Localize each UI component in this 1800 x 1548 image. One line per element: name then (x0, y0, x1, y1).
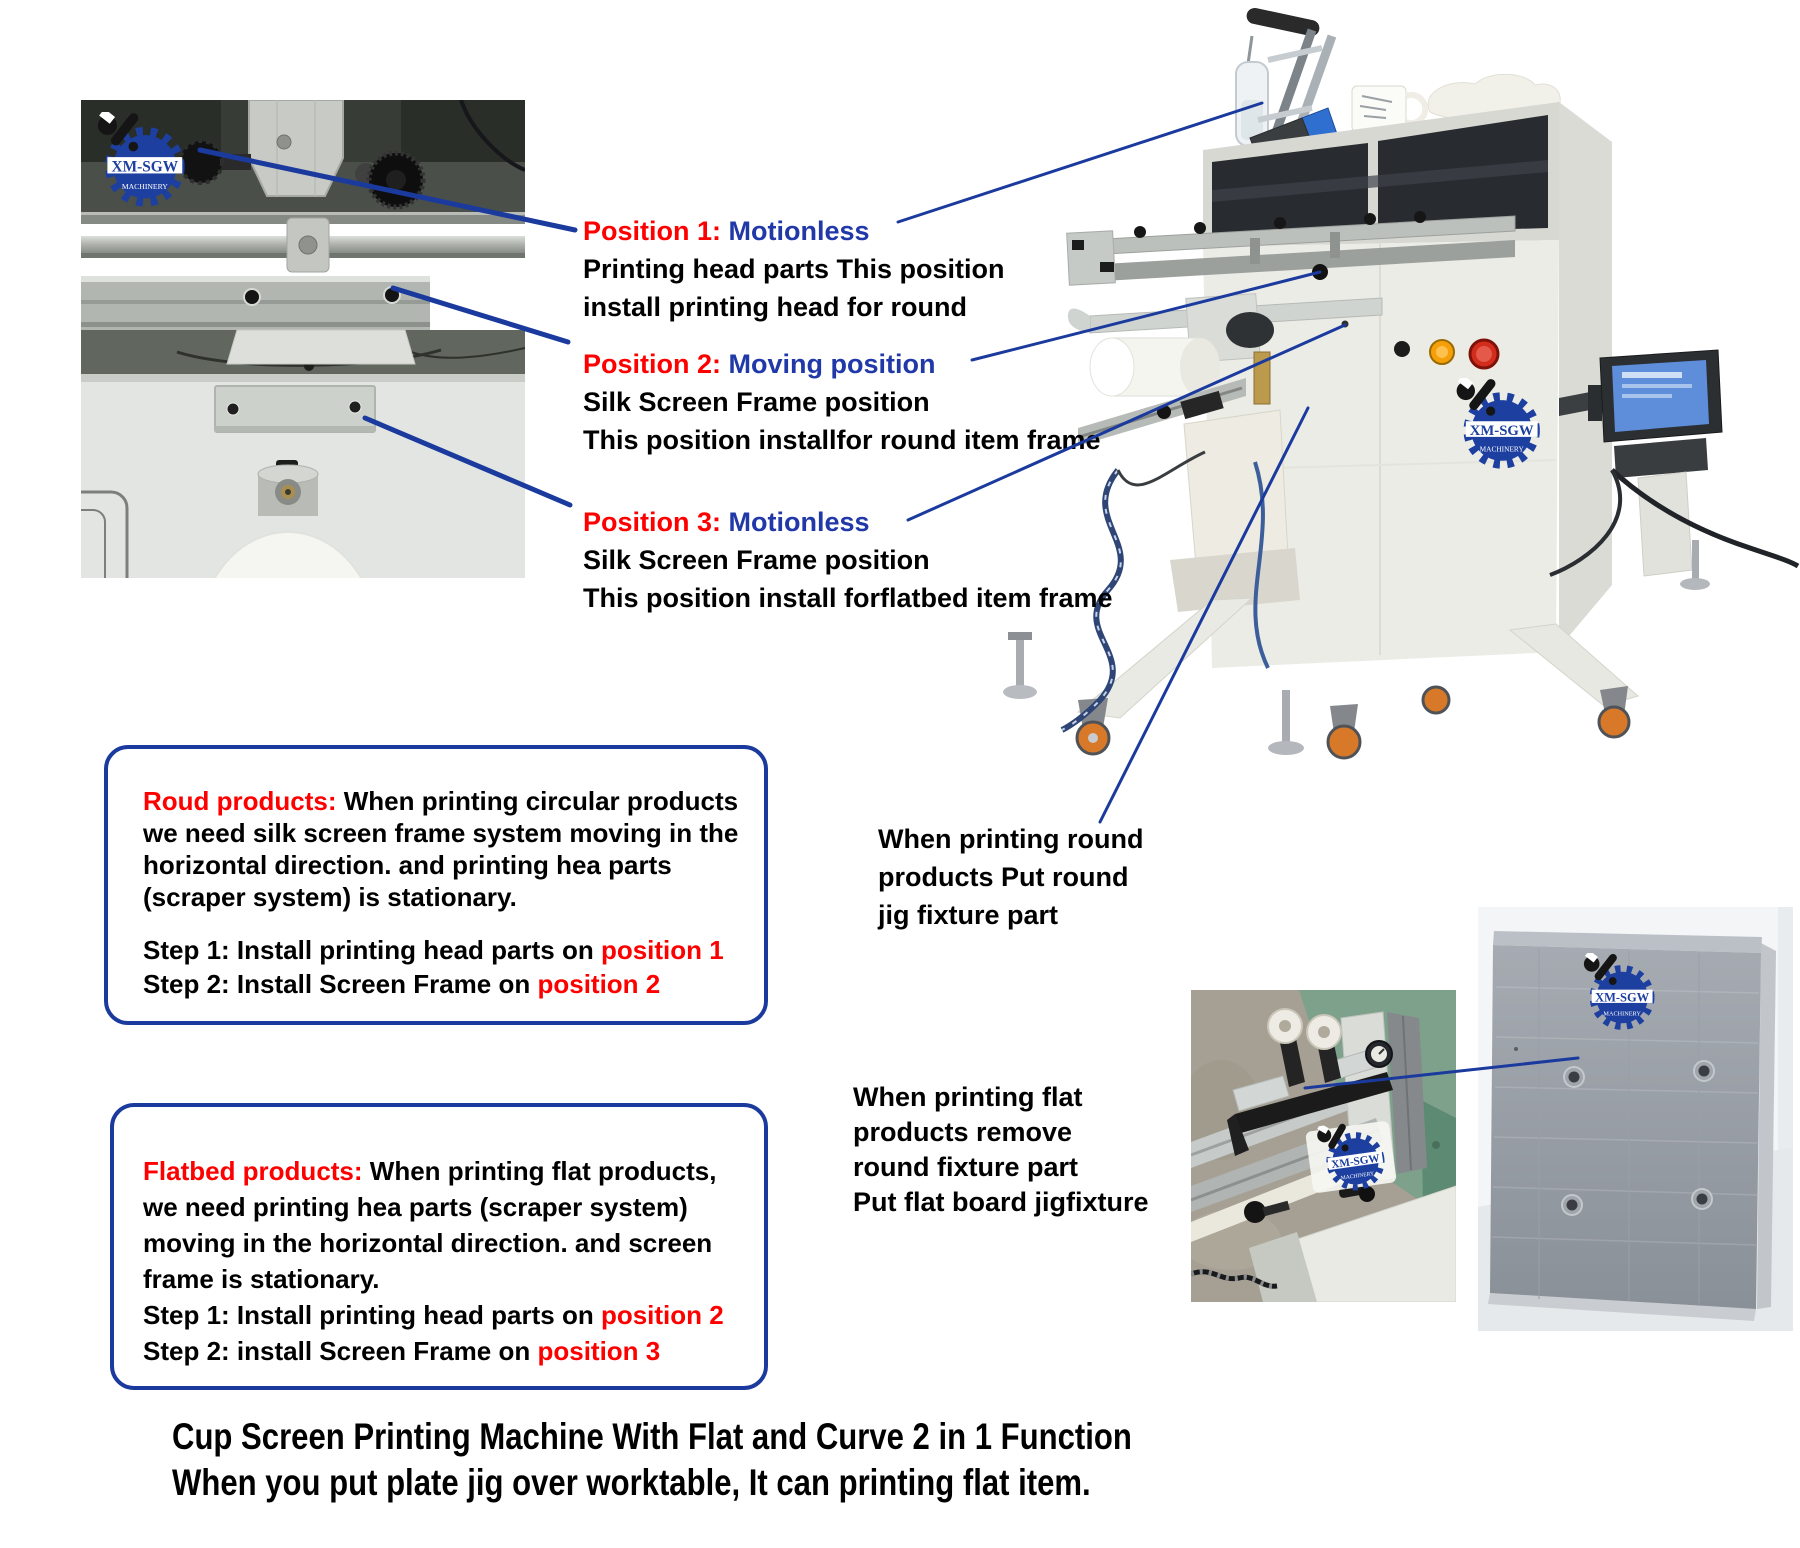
callout-line: This position install forflatbed item frame (583, 583, 1113, 613)
position-label: Position 1: (583, 216, 722, 246)
callout-line: This position installfor round item frame (583, 425, 1101, 455)
box-title: Roud products: (143, 786, 337, 816)
box-text-line: we need printing hea parts (scraper system) (143, 1192, 688, 1222)
step-target: position 1 (600, 935, 724, 965)
box-text-line: frame is stationary. (143, 1264, 380, 1294)
box-text-line: we need silk screen frame system moving in the (143, 818, 739, 848)
callout-heading (583, 345, 1101, 383)
callout-line: install printing head for round (583, 292, 967, 322)
callout-position-3 (583, 503, 1113, 617)
position-status: Motionless (728, 216, 870, 246)
instructions-box-round-products: Roud products: When printing circular products we need silk screen frame system moving in the horizontal direction. and printing hea parts (scraper system) is stationary. Step 1: Install printing head parts on position 1 Step 2: Install Screen Frame on position 2 (104, 745, 768, 1025)
step-target: position 3 (537, 1336, 661, 1366)
footer-line-2: When you put plate jig over worktable, It can printing flat item. (172, 1462, 1091, 1503)
callout-position-1 (583, 212, 1005, 326)
callout-heading (583, 503, 1113, 541)
position-label: Position 3: (583, 507, 722, 537)
callout-line: Printing head parts This position (583, 254, 1005, 284)
note-flat-products: When printing flat products remove round fixture part Put flat board jigfixture (853, 1082, 1149, 1217)
step-target: position 2 (600, 1300, 724, 1330)
step-line: Step 2: install Screen Frame on position 3 (143, 1336, 661, 1366)
callout-position-2 (583, 345, 1101, 459)
photo-flat-jig-plate (1478, 907, 1793, 1331)
footer-line-1: Cup Screen Printing Machine With Flat and Curve 2 in 1 Function (172, 1416, 1132, 1457)
callout-heading (583, 212, 1005, 250)
callout-line: Silk Screen Frame position (583, 387, 930, 417)
step-line: Step 1: Install printing head parts on position 2 (143, 1300, 724, 1330)
box-text-line: moving in the horizontal direction. and screen (143, 1228, 713, 1258)
position-status: Moving position (728, 349, 936, 379)
note-round-products: When printing round products Put round jig fixture part (878, 824, 1144, 930)
step-line: Step 1: Install printing head parts on position 1 (143, 935, 724, 965)
position-status: Motionless (728, 507, 870, 537)
photo-round-fixture (1191, 990, 1456, 1302)
step-line: Step 2: Install Screen Frame on position 2 (143, 969, 661, 999)
instructions-box-flatbed-products: Flatbed products: When printing flat products, we need printing hea parts (scraper system) moving in the horizontal direction. and screen frame is stationary. Step 1: Install printing head parts on position 2 Step 2: install Screen Frame on position 3 (110, 1103, 768, 1390)
box-text-line: (scraper system) is stationary. (143, 882, 517, 912)
callout-line: Silk Screen Frame position (583, 545, 930, 575)
box-title: Flatbed products: (143, 1156, 363, 1186)
position-label: Position 2: (583, 349, 722, 379)
photo-printhead-closeup (81, 100, 525, 578)
box-text-line: horizontal direction. and printing hea parts (143, 850, 672, 880)
step-target: position 2 (537, 969, 661, 999)
footer-caption (172, 1414, 1132, 1506)
